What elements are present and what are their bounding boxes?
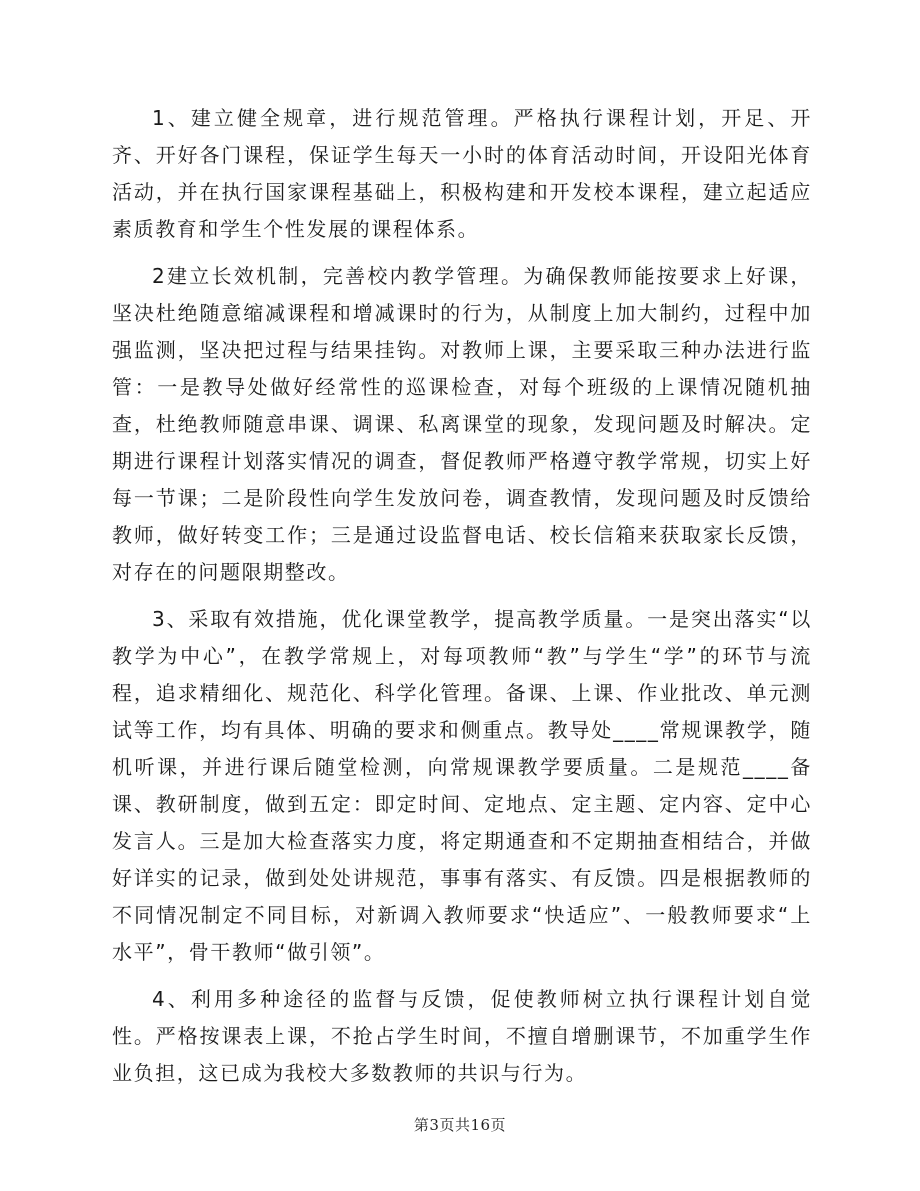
paragraph-2: 2建立长效机制，完善校内教学管理。为确保教师能按要求上好课，坚决杜绝随意缩减课程和增减课时的行为，从制度上加大制约，过程中加强监测，坚决把过程与结果挂钩。对教师上课，主要采取三种办法进行监管：一是教导处做好经常性的巡课检查，对每个班级的上课情况随机抽查，杜绝教师随意串课、调课、私离课堂的现象，发现问题及时解决。定期进行课程计划落实情况的调查，督促教师严格遵守教学常规，切实上好每一节课；二是阶段性向学生发放问卷，调查教情，发现问题及时反馈给教师，做好转变工作；三是通过设监督电话、校长信箱来获取家长反馈，对存在的问题限期整改。 — [112, 264, 812, 584]
document-body — [112, 100, 812, 1102]
paragraph-4: 4、利用多种途径的监督与反馈，促使教师树立执行课程计划自觉性。严格按课表上课，不抢占学生时间，不擅自增删课节，不加重学生作业负担，这已成为我校大多数教师的共识与行为。 — [112, 987, 812, 1085]
paragraph-1: 1、建立健全规章，进行规范管理。严格执行课程计划，开足、开齐、开好各门课程，保证学生每天一小时的体育活动时间，开设阳光体育活动，并在执行国家课程基础上，积极构建和开发校本课程，建立起适应素质教育和学生个性发展的课程体系。 — [112, 106, 812, 241]
paragraph-3: 3、采取有效措施，优化课堂教学，提高教学质量。一是突出落实“以教学为中心”，在教学常规上，对每项教师“教”与学生“学”的环节与流程，追求精细化、规范化、科学化管理。备课、上课、作业批改、单元测试等工作，均有具体、明确的要求和侧重点。教导处____常规课教学，随机听课，并进行课后随堂检测，向常规课教学要质量。二是规范____备课、教研制度，做到五定：即定时间、定地点、定主题、定内容、定中心发言人。三是加大检查落实力度，将定期通查和不定期抽查相结合，并做好详实的记录，做到处处讲规范，事事有落实、有反馈。四是根据教师的不同情况制定不同目标，对新调入教师要求“快适应”、一般教师要求“上水平”，骨干教师“做引领”。 — [112, 607, 812, 964]
page-number-footer: 第3页共16页 — [413, 1116, 507, 1134]
